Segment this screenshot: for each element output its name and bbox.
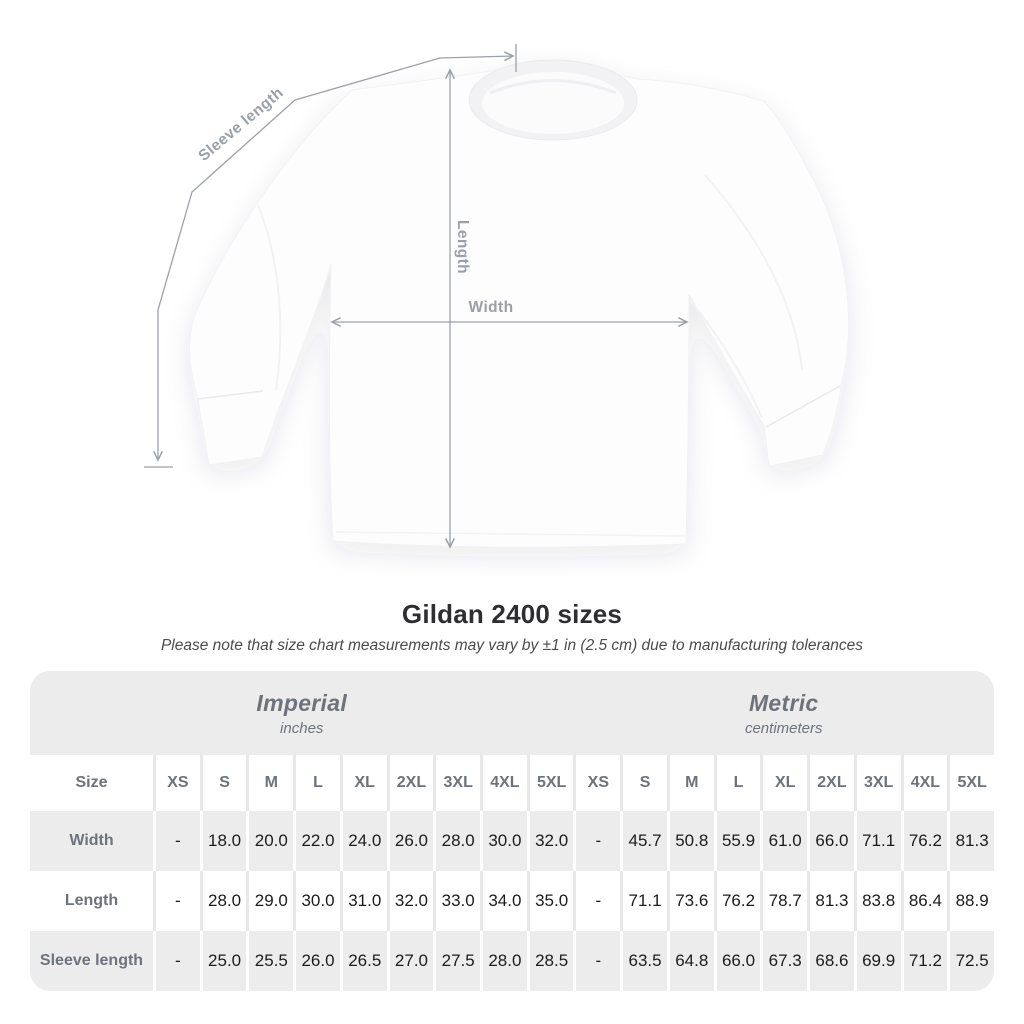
imperial-value-5xl: 35.0	[527, 871, 574, 931]
size-row-sleeve-length	[30, 931, 994, 991]
metric-value-l: 76.2	[714, 871, 761, 931]
imperial-value-xl: 31.0	[340, 871, 387, 931]
imperial-value-xl: 24.0	[340, 811, 387, 871]
imperial-size-header-xs: XS	[153, 755, 200, 811]
metric-value-3xl: 83.8	[854, 871, 901, 931]
size-table-container	[30, 671, 994, 991]
metric-value-5xl: 72.5	[947, 931, 994, 991]
metric-size-header-xs: XS	[573, 755, 620, 811]
metric-value-3xl: 71.1	[854, 811, 901, 871]
shirt-illustration	[189, 60, 848, 547]
imperial-size-header-l: L	[293, 755, 340, 811]
metric-size-header-xl: XL	[760, 755, 807, 811]
metric-size-header-l: L	[714, 755, 761, 811]
row-label: Sleeve length	[30, 931, 153, 991]
imperial-value-m: 29.0	[246, 871, 293, 931]
imperial-value-xl: 26.5	[340, 931, 387, 991]
imperial-value-4xl: 34.0	[480, 871, 527, 931]
row-label: Width	[30, 811, 153, 871]
sleeve-length-label: Sleeve length	[195, 84, 287, 165]
metric-size-header-s: S	[620, 755, 667, 811]
imperial-group-subtitle: inches	[280, 719, 324, 737]
metric-group-header	[573, 671, 994, 755]
imperial-size-header-m: M	[246, 755, 293, 811]
metric-size-header-5xl: 5XL	[947, 755, 994, 811]
metric-value-xl: 61.0	[760, 811, 807, 871]
metric-value-4xl: 86.4	[901, 871, 948, 931]
width-label: Width	[468, 299, 514, 316]
metric-value-4xl: 76.2	[901, 811, 948, 871]
imperial-size-header-4xl: 4XL	[480, 755, 527, 811]
metric-value-l: 66.0	[714, 931, 761, 991]
imperial-size-header-5xl: 5XL	[527, 755, 574, 811]
metric-value-4xl: 71.2	[901, 931, 948, 991]
imperial-size-header-3xl: 3XL	[433, 755, 480, 811]
imperial-value-3xl: 27.5	[433, 931, 480, 991]
imperial-value-l: 30.0	[293, 871, 340, 931]
metric-value-m: 64.8	[667, 931, 714, 991]
imperial-value-3xl: 28.0	[433, 811, 480, 871]
metric-value-5xl: 88.9	[947, 871, 994, 931]
metric-group-title: Metric	[748, 689, 819, 716]
metric-size-header-m: M	[667, 755, 714, 811]
metric-value-xs: -	[573, 871, 620, 931]
size-header-row	[30, 755, 994, 811]
length-label: Length	[454, 219, 471, 275]
imperial-size-header-s: S	[200, 755, 247, 811]
metric-value-xl: 78.7	[760, 871, 807, 931]
metric-value-m: 50.8	[667, 811, 714, 871]
metric-size-header-4xl: 4XL	[901, 755, 948, 811]
shirt-body	[189, 68, 848, 547]
imperial-value-xs: -	[153, 811, 200, 871]
page-subtitle: Please note that size chart measurements may vary by ±1 in (2.5 cm) due to manufacturing tolerances	[160, 637, 864, 654]
imperial-size-header-2xl: 2XL	[387, 755, 434, 811]
metric-value-m: 73.6	[667, 871, 714, 931]
imperial-value-3xl: 33.0	[433, 871, 480, 931]
imperial-value-2xl: 26.0	[387, 811, 434, 871]
imperial-value-s: 18.0	[200, 811, 247, 871]
metric-value-s: 45.7	[620, 811, 667, 871]
imperial-value-5xl: 28.5	[527, 931, 574, 991]
imperial-value-s: 28.0	[200, 871, 247, 931]
metric-value-xs: -	[573, 811, 620, 871]
metric-value-3xl: 69.9	[854, 931, 901, 991]
page-title: Gildan 2400 sizes	[401, 599, 623, 629]
imperial-size-header-xl: XL	[340, 755, 387, 811]
imperial-value-xs: -	[153, 871, 200, 931]
size-table	[30, 671, 994, 991]
metric-value-xl: 67.3	[760, 931, 807, 991]
size-row-width	[30, 811, 994, 871]
imperial-value-s: 25.0	[200, 931, 247, 991]
unit-group-row	[30, 671, 994, 755]
metric-size-header-2xl: 2XL	[807, 755, 854, 811]
imperial-value-l: 22.0	[293, 811, 340, 871]
imperial-value-m: 25.5	[246, 931, 293, 991]
metric-value-l: 55.9	[714, 811, 761, 871]
metric-value-s: 71.1	[620, 871, 667, 931]
imperial-value-5xl: 32.0	[527, 811, 574, 871]
size-row-length	[30, 871, 994, 931]
imperial-group-header	[30, 671, 573, 755]
metric-value-s: 63.5	[620, 931, 667, 991]
metric-size-header-3xl: 3XL	[854, 755, 901, 811]
metric-value-2xl: 81.3	[807, 871, 854, 931]
imperial-value-xs: -	[153, 931, 200, 991]
metric-value-2xl: 66.0	[807, 811, 854, 871]
size-column-header: Size	[30, 755, 153, 811]
imperial-value-l: 26.0	[293, 931, 340, 991]
imperial-value-2xl: 27.0	[387, 931, 434, 991]
imperial-value-m: 20.0	[246, 811, 293, 871]
metric-value-2xl: 68.6	[807, 931, 854, 991]
metric-value-5xl: 81.3	[947, 811, 994, 871]
imperial-group-title: Imperial	[256, 689, 348, 716]
heading-block	[0, 599, 1024, 655]
metric-group-subtitle: centimeters	[744, 719, 823, 737]
imperial-value-4xl: 28.0	[480, 931, 527, 991]
metric-value-xs: -	[573, 931, 620, 991]
imperial-value-4xl: 30.0	[480, 811, 527, 871]
row-label: Length	[30, 871, 153, 931]
imperial-value-2xl: 32.0	[387, 871, 434, 931]
